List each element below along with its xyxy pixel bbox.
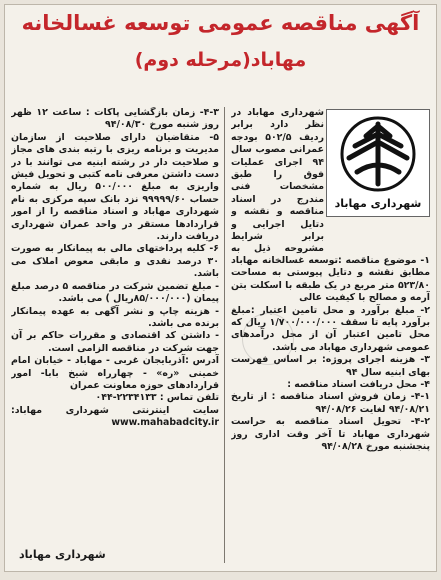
newspaper-ad [4,4,437,572]
list-item: ۴-۲- تحویل اسناد مناقصه به حراست شهرداری مهاباد تا آخر وقت اداری روز پنجشنبه مورخ ۹۴/۰۸/۲۸ [231,416,430,453]
list-item: ۶- کلیه پرداختهای مالی به پیمانکار به صورت ۳۰ درصد نقدی و مابقی معوض املاک می باشد. [11,243,219,280]
list-item: ۵- متقاضیان دارای صلاحیت از سازمان مدیریت و برنامه ریزی با رتبه بندی های مجاز و صلاحیت دار در رشته ابنیه می توانند با در دست داشتن معرفی نامه کتبی و تحویل فیش واریزی به مبلغ ۵۰۰/۰۰۰ ریال به شماره حساب ۹۹۹۹۹/۶۰ نزد بانک سپه مرکزی به نام شهرداری مهاباد و اسناد مناقصه را از امور قراردادها مستقر در واحد عمران شهرداری دریافت دارند. [11,131,219,243]
watermark [242,313,294,365]
left-column [11,107,219,535]
list-item: ۴- محل دریافت اسناد مناقصه : [287,379,430,391]
column-divider [224,107,225,563]
list-item: ۱- موضوع مناقصه :توسعه غسالخانه مهاباد مطابق نقشه و دتایل پیوستی به مساحت ۵۲۳/۸۰ متر مربع در یک طبقه با اسکلت بتن آرمه و مصالح با کیفیت عالی [231,255,430,304]
municipality-logo [326,109,430,217]
municipality-emblem-icon [327,110,429,194]
phone-text: تلفن تماس : ۲۲۳۴۱۳۳-۰۴۴ [95,392,219,404]
signature: شهرداری مهاباد [19,548,106,561]
intro-paragraph: شهرداری مهاباد در نظر دارد برابر ردیف ۵۰۲/۵ بودجه عمرانی مصوب سال ۹۴ اجرای عملیات فوق را طبق مشخصات فنی مندرج در اسناد مناقصه و نقشه و دتایل اجرایی و برابر شرایط مشروحه ذیل به [231,107,324,255]
list-item: ۴-۳- زمان بازگشایی پاکات : ساعت ۱۲ ظهر روز شنبه مورخ ۹۴/۰۸/۳۰ [11,107,219,131]
list-item: ۳- هزینه اجرای پروژه: بر اساس فهرست بهای ابنیه سال ۹۴ [231,354,430,378]
logo-caption: شهرداری مهاباد [334,197,422,210]
ad-subtitle: مهاباد(مرحله دوم) [134,49,307,71]
list-item: - داشتن کد اقتصادی و مقررات حاکم بر آن جهت شرکت در مناقصه الزامی است. [11,330,219,354]
address-text: آدرس :آذربایجان غربی - مهاباد - خیابان امام خمینی «ره» - چهارراه شیخ بابا- امور قراردادهای حوزه معاونت عمران [11,355,219,391]
list-item: - مبلغ تضمین شرکت در مناقصه ۵ درصد مبلغ پیمان (۸۵/۰۰۰/۰۰۰ریال ) می باشد. [11,280,219,305]
ad-title: آگهی مناقصه عمومی توسعه غسالخانه [21,11,420,35]
intro-text [231,107,324,255]
website-text: سایت اینترنتی شهرداری مهاباد: www.mahabadcity.ir [11,404,219,429]
list-item: ۲- مبلغ برآورد و محل تامین اعتبار :مبلغ برآورد پایه تا سقف ۱/۷۰۰/۰۰۰/۰۰۰ ریال که محل تامین اعتبار آن از محل درآمدهای عمومی شهرداری مهاباد می باشد. [231,304,430,353]
list-item: ۴-۱- زمان فروش اسناد مناقصه : از تاریخ ۹۴/۰۸/۲۱ لغایت ۹۴/۰۸/۲۶ [231,391,430,415]
right-column [231,255,430,565]
list-item: - هزینه چاپ و نشر آگهی به عهده پیمانکار برنده می باشد. [11,305,219,329]
